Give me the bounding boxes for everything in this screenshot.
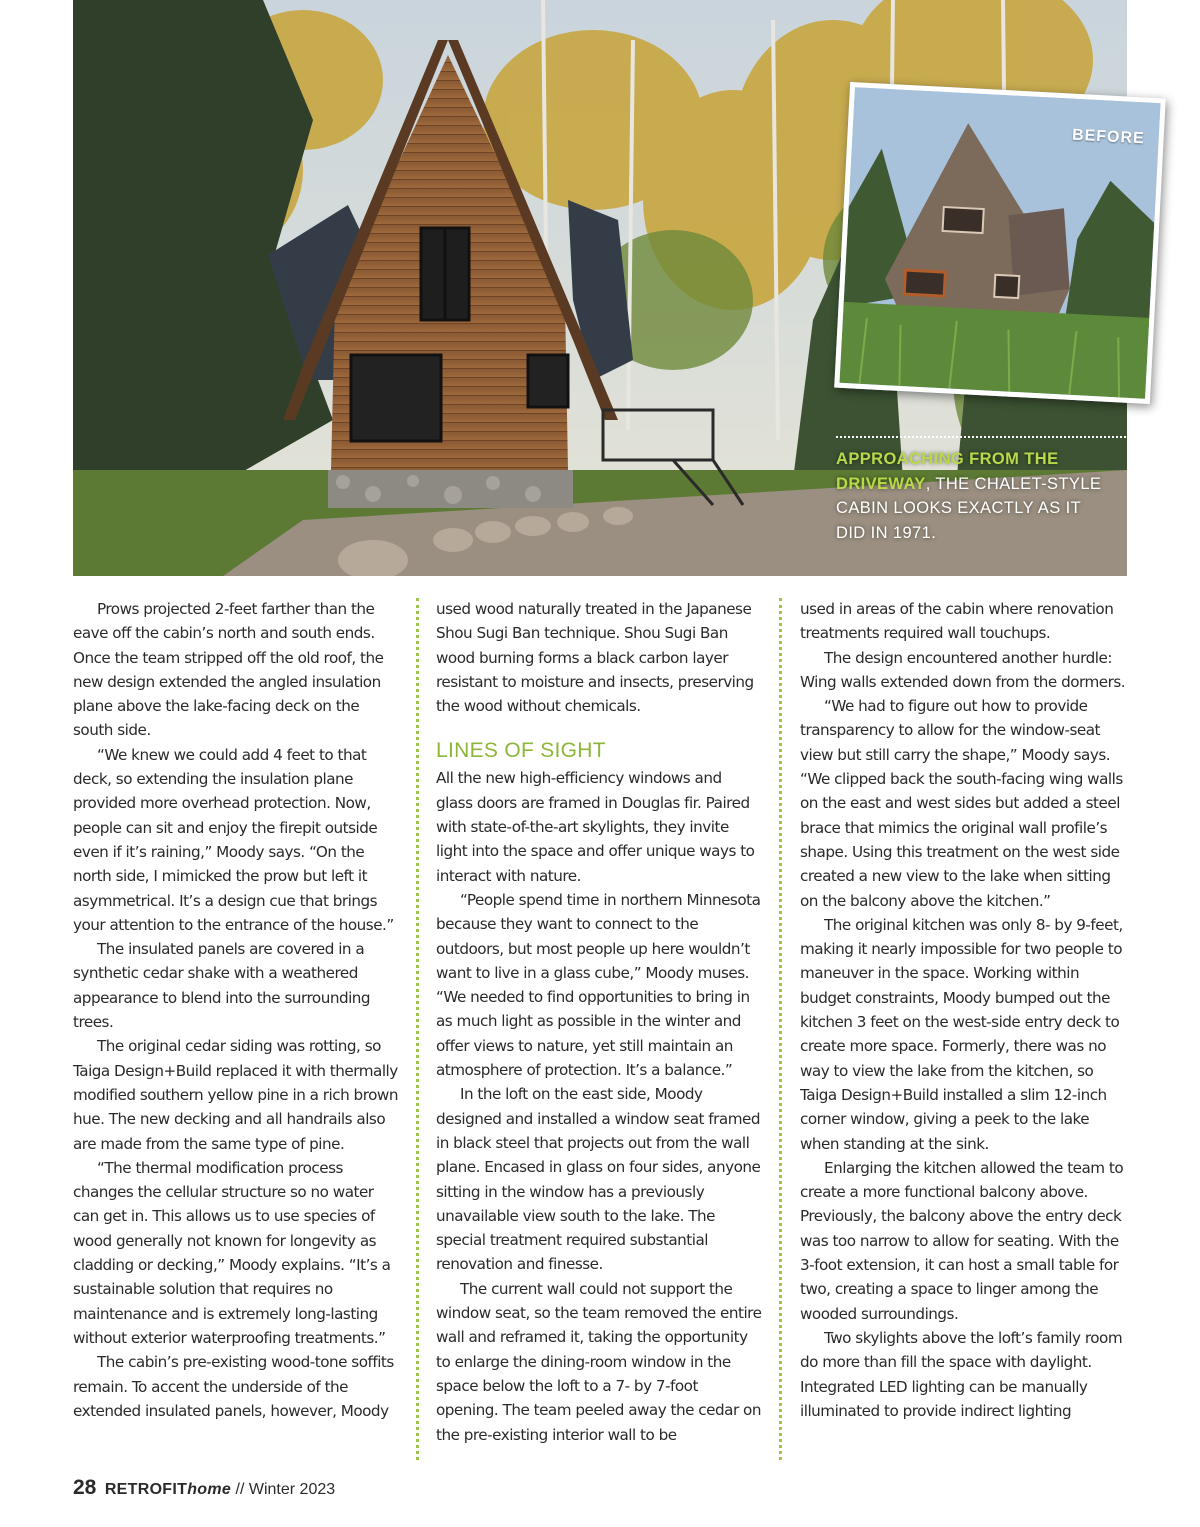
page-footer: [73, 1476, 335, 1500]
issue-date: // Winter 2023: [231, 1481, 336, 1498]
paragraph: The design encountered another hurdle: Wing walls extended down from the dormers.: [800, 648, 1126, 691]
photo-caption: [836, 447, 1106, 545]
before-label: BEFORE: [1071, 126, 1146, 148]
column-divider-1: [416, 598, 419, 1460]
caption-rule: [836, 436, 1126, 438]
brand-bold: RETROFIT: [104, 1481, 188, 1498]
paragraph: The insulated panels are covered in a synthetic cedar shake with a weathered appearance to blend into the surrounding trees.: [73, 940, 371, 1032]
before-inset-photo: [834, 82, 1166, 404]
paragraph: Two skylights above the loft’s family room do more than fill the space with daylight. Integrated LED lighting can be manually illuminated to provide indirect lighting: [800, 1328, 1123, 1420]
paragraph: “The thermal modification process changes the cellular structure so no water can get in. This allows us to use species of wood generally not known for longevity as cladding or decking,” Moody explains. “It’s a sustainable solution that requires no maintenance and is extremely long-lasting without exterior waterproofing treatments.”: [73, 1158, 391, 1347]
section-heading: LINES OF SIGHT: [436, 739, 606, 763]
paragraph: “We had to figure out how to provide transparency to allow for the window-seat view but still carry the shape,” Moody says. “We clipped back the south-facing wing walls on the east and west sides but added a steel brace that mimics the original wall profile’s shape. Using this treatment on the west side created a new view to the lake when sitting on the balcony above the kitchen.”: [800, 697, 1123, 910]
page-number: 28: [73, 1476, 97, 1499]
caption-text: , THE CHALET-STYLE CABIN LOOKS EXACTLY AS IT DID IN 1971.: [836, 474, 1102, 542]
article-column-1: [73, 597, 399, 1423]
caption-highlight: APPROACHING FROM THE DRIVEWAY: [836, 450, 1059, 493]
paragraph: All the new high-efficiency windows and glass doors are framed in Douglas fir. Paired with state-of-the-art skylights, they invite light into the space and offer unique ways to interact with nature.: [436, 769, 755, 885]
paragraph: “People spend time in northern Minnesota because they want to connect to the outdoors, but most people up here wouldn’t want to live in a glass cube,” Moody muses. “We needed to find opportunities to bring in as much light as possible in the winter and offer views to nature, yet still maintain an atmosphere of protection. It’s a balance.”: [436, 890, 761, 1080]
paragraph: Enlarging the kitchen allowed the team to create a more functional balcony above. Previously, the balcony above the entry deck was too narrow to allow for seating. With the 3-foot extension, it can host a small table for two, creating a space to linger among the wooded surroundings.: [800, 1158, 1124, 1323]
paragraph: Prows projected 2-feet farther than the eave off the cabin’s north and south ends. Once the team stripped off the old roof, the new design extended the angled insulation plane above the lake-facing deck on the south side.: [73, 600, 384, 740]
paragraph: “We knew we could add 4 feet to that deck, so extending the insulation plane provided more overhead protection. Now, people can sit and enjoy the firepit outside even if it’s raining,” Moody says. “On the north side, I mimicked the prow but left it asymmetrical. It’s a design cue that brings your attention to the entrance of the house.”: [73, 745, 394, 934]
paragraph: The current wall could not support the window seat, so the team removed the entire wall and reframed it, taking the opportunity to enlarge the dining-room window in the space below the loft to a 7- by 7-foot opening. The team peeled away the cedar on the pre-existing interior wall to be: [436, 1279, 762, 1444]
paragraph: The original kitchen was only 8- by 9-feet, making it nearly impossible for two people to maneuver in the space. Working within budget constraints, Moody bumped out the kitchen 3 feet on the west-side entry deck to create more space. Formerly, there was no way to view the lake from the kitchen, so Taiga Design+Build installed a slim 12-inch corner window, giving a peek to the lake when standing at the sink.: [800, 915, 1123, 1153]
paragraph: used in areas of the cabin where renovation treatments required wall touchups.: [800, 600, 1114, 643]
article-column-2: [436, 597, 762, 1447]
paragraph: The original cedar siding was rotting, so Taiga Design+Build replaced it with thermally modified southern yellow pine in a rich brown hue. The new decking and all handrails also are made from the same type of pine.: [73, 1037, 398, 1153]
paragraph: used wood naturally treated in the Japanese Shou Sugi Ban technique. Shou Sugi Ban wood burning forms a black carbon layer resistant to moisture and insects, preserving the wood without chemicals.: [436, 600, 754, 716]
brand-italic: home: [187, 1481, 232, 1498]
paragraph: The cabin’s pre-existing wood-tone soffits remain. To accent the underside of the extended insulated panels, however, Moody: [73, 1353, 394, 1420]
paragraph: In the loft on the east side, Moody designed and installed a window seat framed in black steel that projects out from the wall plane. Encased in glass on four sides, anyone sitting in the window has a previously unavailable view south to the lake. The special treatment required substantial renovation and finesse.: [436, 1085, 761, 1274]
column-divider-2: [779, 598, 782, 1460]
magazine-brand: [105, 1481, 231, 1498]
article-column-3: [800, 597, 1126, 1423]
